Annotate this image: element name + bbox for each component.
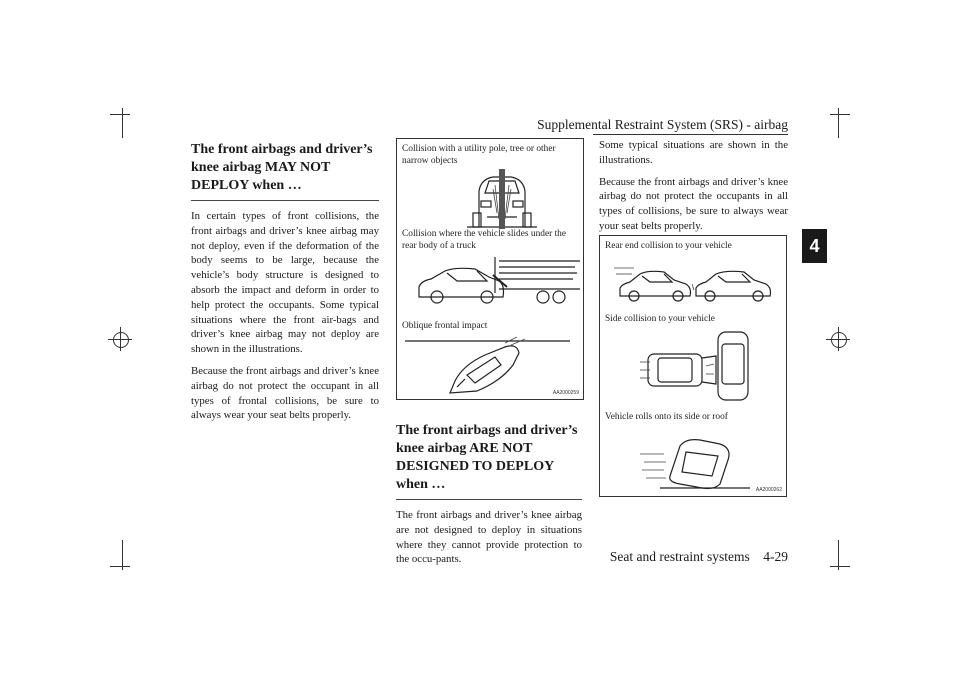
figure-caption: Rear end collision to your vehicle — [605, 241, 732, 251]
figure-code: AA2000259 — [552, 390, 579, 396]
registration-mark-left — [113, 332, 129, 348]
paragraph: The front airbags and driver’s knee airbag are not designed to deploy in situations where they cannot provide protection to the occu-pants. — [396, 509, 582, 566]
crop-mark-tl-h — [110, 114, 130, 115]
left-column — [191, 141, 379, 423]
crop-mark-tr-v — [838, 108, 839, 138]
crop-mark-tl-v — [122, 108, 123, 138]
crop-mark-br-v — [838, 540, 839, 570]
page-footer: Seat and restraint systems 4-29 — [609, 549, 788, 564]
header-rule — [593, 134, 788, 135]
paragraph: Because the front airbags and driver’s knee airbag do not protect the occupant in all types of frontal collisions, be sure to always wear your seat belts properly. — [191, 364, 379, 422]
section-heading-may-not-deploy: The front airbags and driver’s knee airbag MAY NOT DEPLOY when … — [191, 142, 373, 193]
paragraph: Some typical situations are shown in the illustrations. — [599, 139, 788, 166]
side-collision-illustration — [640, 326, 760, 406]
registration-mark-left-v — [120, 327, 121, 351]
heading-rule — [191, 200, 379, 201]
figure-caption: Oblique frontal impact — [402, 321, 488, 331]
crop-mark-bl-h — [110, 566, 130, 567]
crop-mark-bl-v — [122, 540, 123, 570]
paragraph: Because the front airbags and driver’s knee airbag do not protect the occupants in all types of collisions, be sure to always wear your seat belts properly. — [599, 175, 788, 232]
running-header: Supplemental Restraint System (SRS) - airbag — [537, 117, 788, 132]
rear-end-collision-illustration — [614, 260, 779, 305]
rollover-illustration — [640, 432, 760, 492]
utility-pole-collision-illustration — [457, 169, 547, 231]
section-heading-not-designed-to-deploy: The front airbags and driver’s knee airbag ARE NOT DESIGNED TO DEPLOY when … — [396, 423, 578, 492]
figure-may-not-deploy — [396, 138, 584, 400]
crop-mark-br-h — [830, 566, 850, 567]
chapter-tab: 4 — [802, 229, 827, 263]
figure-caption: Collision where the vehicle slides under the rear body of a truck — [402, 229, 567, 251]
heading-rule — [396, 499, 582, 500]
figure-code: AA2000262 — [755, 487, 782, 493]
oblique-impact-illustration — [405, 335, 575, 397]
figure-caption: Side collision to your vehicle — [605, 314, 715, 324]
registration-mark-right — [831, 332, 847, 348]
paragraph: In certain types of front collisions, the front airbags and driver’s knee airbag may not deploy, even if the deformation of the body seems to be large, because the vehicle’s body structure is designed to absorb the impact and deform in order to help protect the occupants. Some typical situations where the front air-bags and driver’s knee airbag may not deploy are shown in the illustrations. — [191, 210, 379, 356]
registration-mark-right-v — [838, 327, 839, 351]
figure-caption: Collision with a utility pole, tree or other narrow objects — [402, 144, 556, 166]
crop-mark-tr-h — [830, 114, 850, 115]
right-column — [599, 138, 788, 234]
figure-caption: Vehicle rolls onto its side or roof — [605, 412, 728, 422]
figure-not-designed-to-deploy — [599, 235, 787, 497]
middle-column — [396, 422, 582, 567]
truck-underride-illustration — [415, 253, 580, 311]
